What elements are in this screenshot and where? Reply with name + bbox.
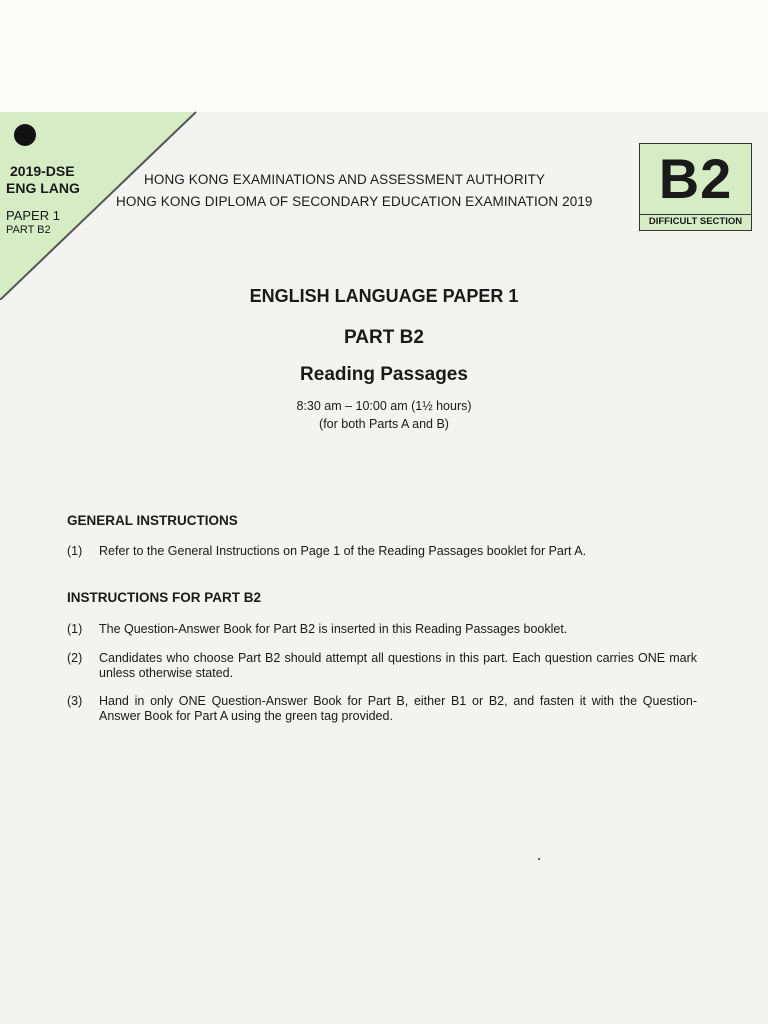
part-b2-instruction-item xyxy=(67,651,697,681)
item-text: Hand in only ONE Question-Answer Book for Part B, either B1 or B2, and fasten it with the Question-Answer Book for Part A using the green tag provided. xyxy=(99,694,697,723)
scan-speck xyxy=(538,858,540,860)
section-badge xyxy=(639,143,752,231)
general-instructions-heading: GENERAL INSTRUCTIONS xyxy=(67,513,238,528)
paper-title: ENGLISH LANGUAGE PAPER 1 xyxy=(249,286,519,306)
authority-name: HONG KONG EXAMINATIONS AND ASSESSMENT AUTHORITY xyxy=(144,172,546,187)
badge-code: B2 xyxy=(658,147,733,210)
exam-name: HONG KONG DIPLOMA OF SECONDARY EDUCATION EXAMINATION 2019 xyxy=(116,194,593,209)
punch-hole-icon xyxy=(14,124,36,146)
badge-label: DIFFICULT SECTION xyxy=(640,214,751,229)
tab-subject: ENG LANG xyxy=(6,180,80,196)
exam-authority-header xyxy=(110,169,640,213)
item-number: (1) xyxy=(67,544,83,558)
corner-tab xyxy=(0,0,200,300)
tab-paper: PAPER 1 xyxy=(6,208,60,223)
part-b2-instruction-item xyxy=(67,622,697,637)
booklet-subtitle: Reading Passages xyxy=(300,364,468,385)
item-number: (1) xyxy=(67,622,83,636)
part-b2-instructions-heading: INSTRUCTIONS FOR PART B2 xyxy=(67,590,262,605)
item-number: (2) xyxy=(67,651,83,665)
exam-scope: (for both Parts A and B) xyxy=(319,417,449,431)
item-number: (3) xyxy=(67,694,83,708)
item-text: Candidates who choose Part B2 should attempt all questions in this part. Each question carries ONE mark unless otherwise stated. xyxy=(99,651,697,680)
tab-year: 2019-DSE xyxy=(10,163,75,179)
item-text: Refer to the General Instructions on Page 1 of the Reading Passages booklet for Part A. xyxy=(99,544,587,558)
tab-part: PART B2 xyxy=(6,224,51,236)
exam-time: 8:30 am – 10:00 am (1½ hours) xyxy=(296,399,472,413)
general-instruction-item xyxy=(67,544,697,559)
part-title: PART B2 xyxy=(344,327,424,348)
item-text: The Question-Answer Book for Part B2 is inserted in this Reading Passages booklet. xyxy=(99,622,568,636)
part-b2-instruction-item xyxy=(67,694,697,724)
